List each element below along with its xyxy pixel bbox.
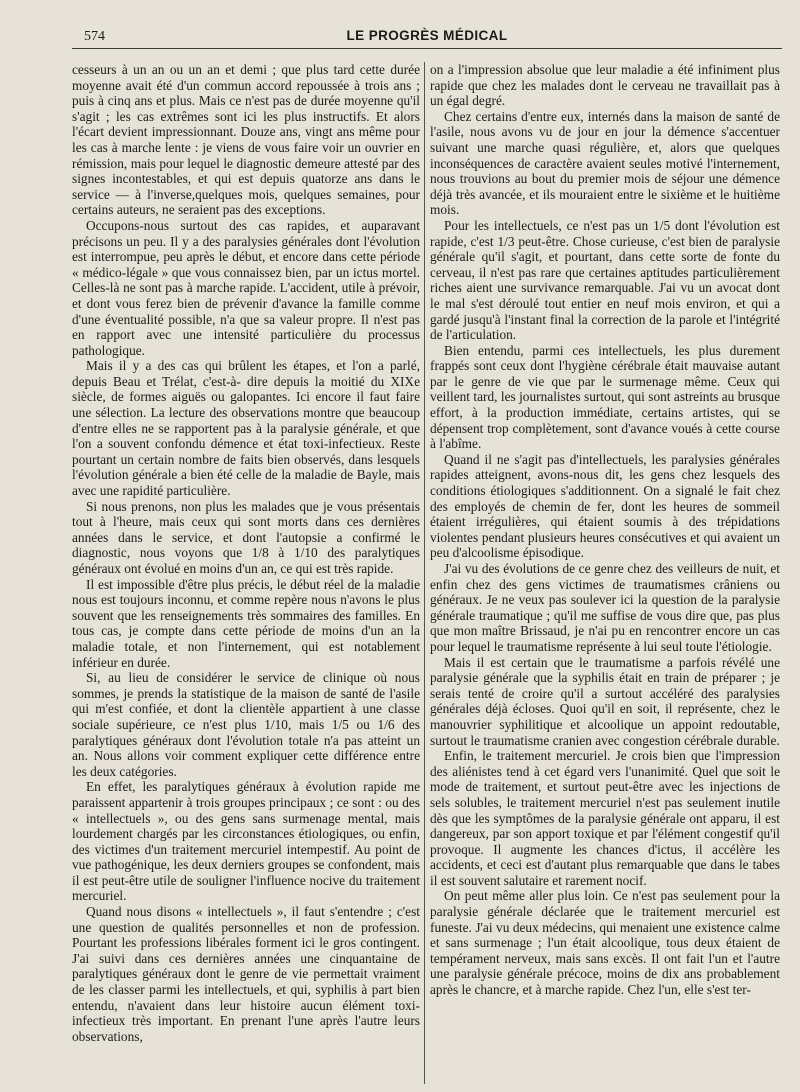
page-number: 574 — [84, 29, 105, 44]
paragraph: Enfin, le traitement mercuriel. Je crois bien que l'impression des aliénistes tend à cet égard vers l'unanimité. Quel que soit le mode de traitement, et surtout peut-être avec les injections de sels solubles, le traitement mercuriel n'est pas seulement inutile dès que les symptômes de la paralysie générale ont apparu, il est dangereux, par son apport toxique et par l'élément congestif qu'il provoque. Il augmente les chances d'ictus, il accélère les accidents, et ceci est d'autant plus remarquable que dans le tabes il est souvent salutaire et rarement nocif. — [430, 748, 780, 888]
paragraph: En effet, les paralytiques généraux à évolution rapide me paraissent appartenir à trois groupes principaux ; ce sont : ou des « intellectuels », ou des gens sans surmenage mental, mais lourdement chargés par les circonstances étiologiques, ou enfin, des victimes d'un traitement mercuriel intempestif. Au point de vue pathogénique, les deux derniers groupes se confondent, mais il est peut-être utile de souligner l'influence nocive du traitement mercuriel. — [72, 779, 420, 904]
right-column — [424, 62, 780, 1087]
left-column — [72, 62, 420, 1087]
paragraph: J'ai vu des évolutions de ce genre chez des veilleurs de nuit, et enfin chez des gens victimes de traumatismes crâniens ou généraux. Je ne veux pas soulever ici la question de la paralysie générale traumatique ; qu'il me suffise de vous dire que, pas plus que mon maître Brissaud, je n'ai pu en rencontrer encore un cas pour lequel le traumatisme représente à lui seul toute l'étiologie. — [430, 561, 780, 654]
paragraph: Pour les intellectuels, ce n'est pas un 1/5 dont l'évolution est rapide, c'est 1/3 peut-être. Chose curieuse, c'est bien de paralysie générale qu'il s'agit, et pourtant, dans cette sorte de fonte du cerveau, il n'est pas rare que certaines aptitudes particulièrement riches aient une survivance remarquable. J'ai vu un avocat dont le mal s'est déroulé tout entier en neuf mois environ, et qui a gardé jusqu'à l'instant final la correction de la parole et l'intégrité de l'articulation. — [430, 217, 780, 343]
paragraph: Quand il ne s'agit pas d'intellectuels, les paralysies générales rapides atteignent, avons-nous dit, les gens chez lesquels des conditions étiologiques s'additionnent. On a signalé le fait chez des employés de chemin de fer, dont les heures de sommeil étaient irrégulières, qui étaient soumis à des trépidations violentes pendant plusieurs heures consécutives et qui avaient un peu d'alcoolisme épisodique. — [430, 451, 780, 561]
journal-title: LE PROGRÈS MÉDICAL — [346, 28, 508, 43]
paragraph: Mais il y a des cas qui brûlent les étapes, et l'on a parlé, depuis Beau et Trélat, c'est-à- dire depuis la moitié du XIXe siècle, de formes aiguës ou galopantes. Ici encore il faut faire une sélection. La lecture des observations montre que beaucoup d'entre elles ne se rapportent pas à la paralysie générale, et que l'on a souvent confondu démence et état toxi-infectieux. Reste pourtant un certain nombre de faits bien observés, dans lesquels l'évolution générale a bien été celle de la maladie de Bayle, mais avec une rapidité particulière. — [72, 358, 420, 499]
paragraph: Mais il est certain que le traumatisme a parfois révélé une paralysie générale que la syphilis était en train de préparer ; je serais tenté de croire qu'il a surtout accéléré des paralysies générales déjà écloses. Quoi qu'il en soit, il représente, chez le manouvrier syphilitique et alcoolique un appoint redoutable, surtout le traumatisme cranien avec congestion cérébrale durable. — [430, 654, 780, 748]
paragraph: Bien entendu, parmi ces intellectuels, les plus durement frappés sont ceux dont l'hygiène cérébrale était mauvaise autant par le genre de vie que par le surmenage même. Ceux qui veillent tard, les journalistes surtout, qui sont astreints au brusque effort, à la production immédiate, certains artistes, qui se dépensent trop complètement, sont d'avance voués à cette course à l'abîme. — [430, 342, 780, 452]
paragraph: on a l'impression absolue que leur maladie a été infiniment plus rapide que chez les malades dont le cerveau ne travaillait pas à un égal degré. — [430, 62, 780, 109]
paragraph: Occupons-nous surtout des cas rapides, et auparavant précisons un peu. Il y a des paralysies générales dont l'évolution est interrompue, peu après le début, et encore dans cette période « médico-légale » que vous connaissez bien, par un ictus mortel. Celles-là ne sont pas à marche rapide. L'accident, utile à prévoir, et dont vous ferez bien de prévenir d'avance la famille comme d'une éventualité possible, n'a que sa valeur propre. Il n'est pas en rapport avec une intensité particulière du processus pathologique. — [72, 217, 420, 358]
paragraph: Si nous prenons, non plus les malades que je vous présentais tout à l'heure, mais ceux qui sont morts dans ces dernières années dans le service, et dont l'autopsie a confirmé le diagnostic, nous voyons que 1/8 à 1/10 des paralytiques généraux ont évolué en moins d'un an, ce qui est très rapide. — [72, 498, 420, 576]
paragraph: cesseurs à un an ou un an et demi ; que plus tard cette durée moyenne avait été d'un commun accord repoussée à trois ans ; puis à cinq ans et plus. Mais ce n'est pas de durée moyenne qu'il s'agit ; les cas extrêmes sont ici les plus instructifs. Et alors l'écart devient impressionnant. Douze ans, vingt ans même pour les cas à marche lente : je viens de vous faire voir un ouvrier en rémission, mais pour lequel le diagnostic demeure attesté par des signes incontestables, et qui est depuis quatorze ans dans le service — à l'inverse,quelques mois, quelques semaines, pour certains auteurs, ne seraient pas des exceptions. — [72, 62, 420, 218]
page-header — [72, 28, 782, 49]
paragraph: Il est impossible d'être plus précis, le début réel de la maladie nous est toujours inconnu, et comme repère nous n'avons le plus souvent que les renseignements très sommaires des familles. En tous cas, je compte dans cette période de moins d'un an la maladie totale, et non l'internement, qui est notablement inférieur en durée. — [72, 576, 420, 670]
paragraph: Chez certains d'entre eux, internés dans la maison de santé de l'asile, nous avons vu de jour en jour la démence s'accentuer suivant une marche quasi régulière, et, alors que quelques inconséquences de caractère avaient seules motivé l'internement, nous trouvions au bout du premier mois de séjour une démence déjà très avancée, et ils mouraient entre le sixième et le huitième mois. — [430, 108, 780, 218]
paragraph: Quand nous disons « intellectuels », il faut s'entendre ; c'est une question de qualités personnelles et non de profession. Pourtant les professions libérales forment ici le gros contingent. J'ai suivi dans ces dernières années une cinquantaine de paralytiques généraux dont le genre de vie permettait vraiment de les classer parmi les intellectuels, et qui, syphilis à part bien entendu, n'avaient dans leur histoire aucun élément toxi-infectieux très important. En prenant l'une après l'autre leurs observations, — [72, 904, 420, 1044]
paragraph: Si, au lieu de considérer le service de clinique où nous sommes, je prends la statistique de la maison de santé de l'asile qui m'est confiée, et dont la clientèle appartient à une classe sociale supérieure, ce n'est plus 1/10, mais 1/5 ou 1/6 des paralytiques généraux dont l'évolution totale n'a pas atteint un an. Nous allons voir comment expliquer cette différence entre les deux catégories. — [72, 670, 420, 779]
paragraph: On peut même aller plus loin. Ce n'est pas seulement pour la paralysie générale déclarée que le traitement mercuriel est funeste. J'ai vu deux médecins, qui menaient une existence calme et sans surmenage ; l'un était alcoolique, tous deux étaient de tempérament nerveux, mais sans excès. Il ont fait l'un et l'autre une paralysie générale précoce, moins de dix ans probablement après le chancre, et à marche rapide. Chez l'un, elle s'est ter- — [430, 888, 780, 998]
